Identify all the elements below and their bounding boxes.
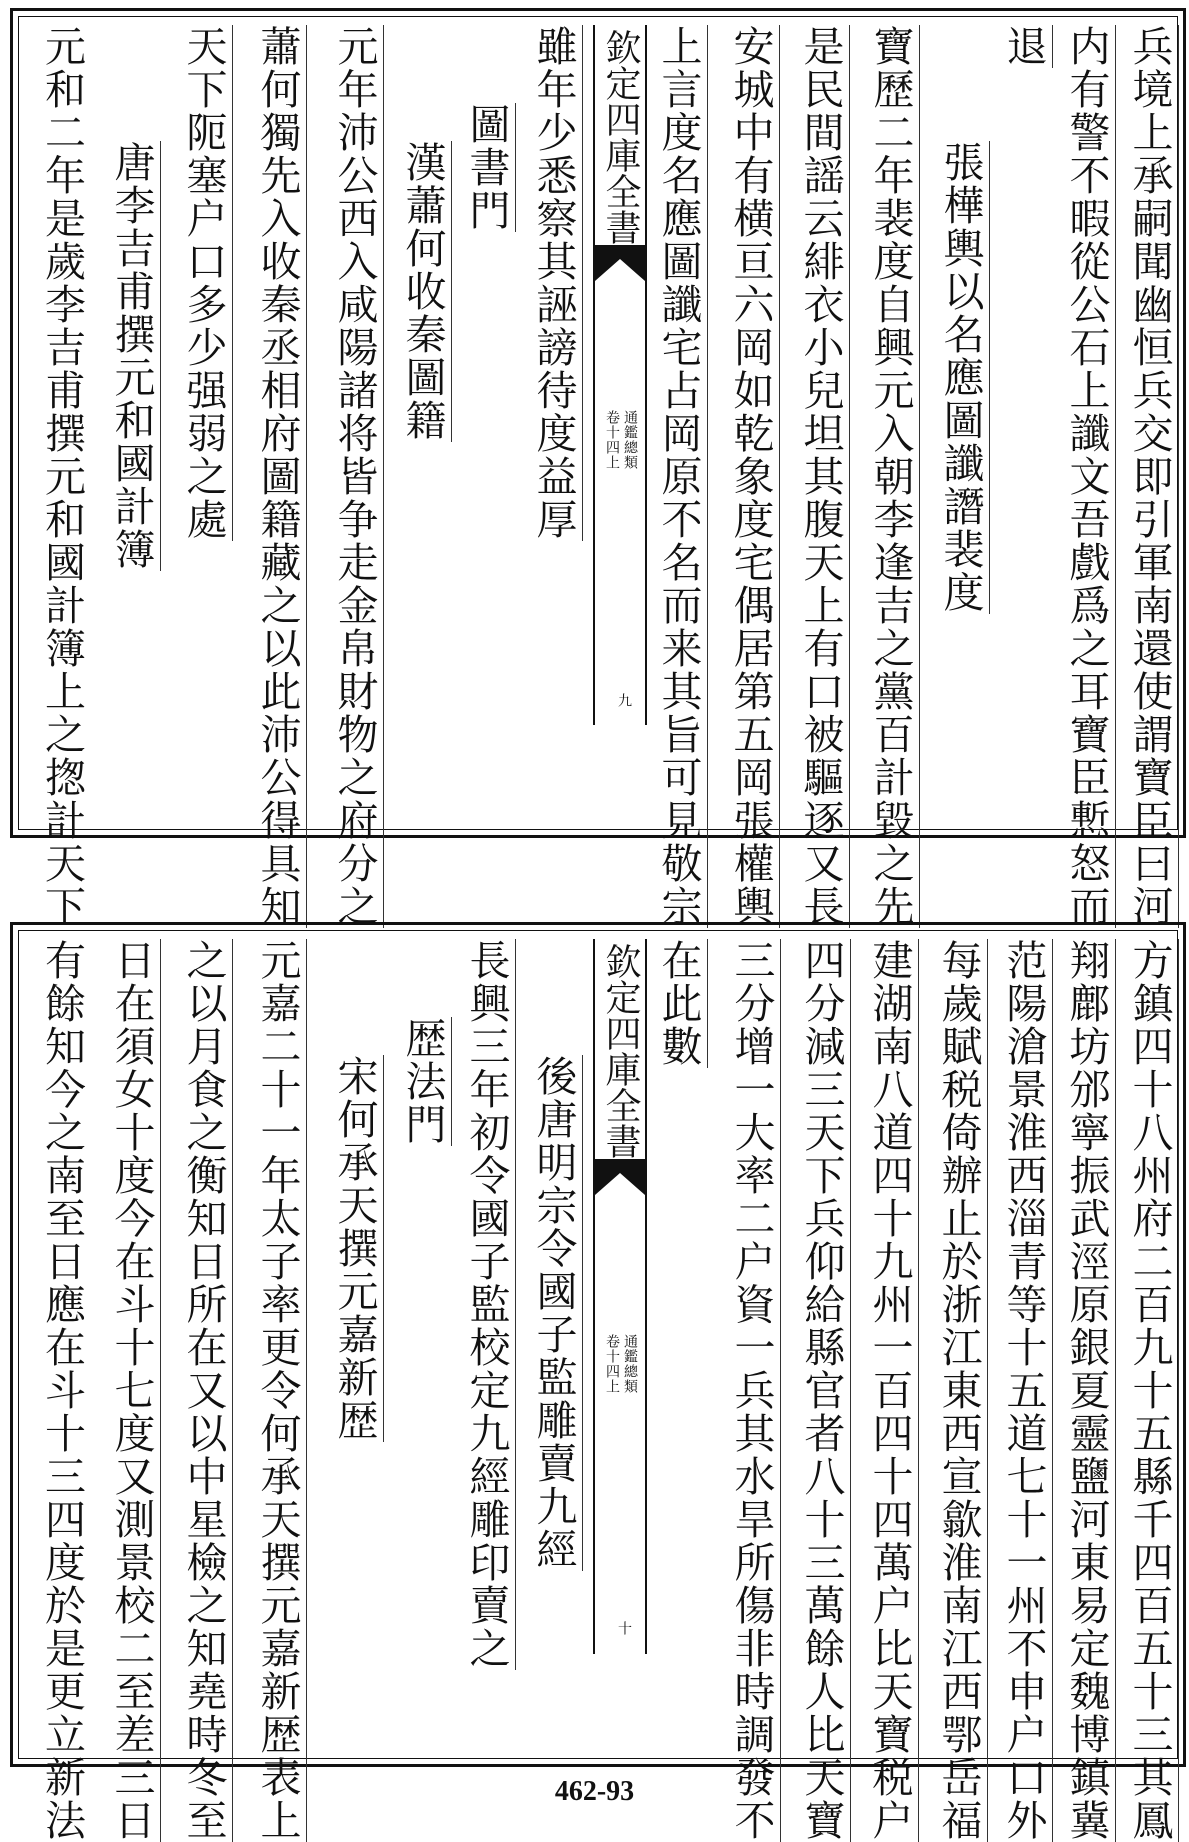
section-heading: [394, 1017, 452, 1146]
spine-page-number: 九: [616, 693, 632, 707]
column-text: 范陽滄景淮西淄青等十五道七十一州不申户口外: [999, 939, 1048, 1842]
column-text: 方鎮四十八州府二百九十五縣千四百五十三其鳳: [1125, 939, 1174, 1842]
column-text: 在此數: [654, 939, 703, 1068]
text-column: [862, 25, 920, 928]
column-text: 上言度名應圖讖宅占岡原不名而来其旨可見敬宗: [654, 25, 703, 928]
text-column: [861, 939, 919, 1842]
entry-heading: [932, 141, 990, 614]
spine-book-title: 通鑑總類: [622, 410, 638, 470]
column-text: 日在須女十度今在斗十七度又測景校二至差三日: [107, 939, 156, 1842]
text-column: [995, 939, 1053, 1842]
column-text: 唐李吉甫撰元和國計簿: [107, 141, 156, 571]
fishtail-mark-icon: [595, 245, 645, 285]
text-column: [930, 939, 988, 1842]
text-column: [1058, 25, 1116, 928]
section-heading: [458, 103, 516, 232]
column-text: 元和二年是歲李吉甫撰元和國計簿上之揔計天下: [38, 25, 86, 928]
text-column: [1058, 939, 1116, 1842]
column-text: 張樺輿以名應圖讖譖裴度: [936, 141, 985, 614]
text-column: [650, 25, 708, 928]
column-text: 寶歷二年裴度自興元入朝李逢吉之黨百計毀之先: [866, 25, 915, 928]
column-text: 漢蕭何收秦圖籍: [398, 141, 447, 442]
upper-page: [10, 8, 1186, 928]
text-column: [249, 939, 307, 1842]
text-column: [722, 25, 780, 928]
column-text: 退: [999, 25, 1048, 68]
column-text: 有餘知今之南至日應在斗十三四度於是更立新法: [38, 939, 86, 1842]
text-column: [1121, 939, 1179, 1842]
column-text: 長興三年初令國子監校定九經雕印賣之: [462, 939, 511, 1670]
column-text: 四分減三天下兵仰給縣官者八十三萬餘人比天寶: [797, 939, 846, 1842]
text-column: [175, 939, 233, 1842]
column-text: 蕭何獨先入收秦丞相府圖籍藏之以此沛公得具知: [253, 25, 302, 928]
spine-volume: 卷十四上: [604, 1334, 620, 1394]
column-text: 翔鄜坊邠寧振武涇原銀夏靈鹽河東易定魏博鎮冀: [1062, 939, 1111, 1842]
footer-page-number: 462-93: [554, 1776, 635, 1807]
text-column: [33, 25, 91, 928]
column-text: 後唐明宗令國子監雕賣九經: [529, 1055, 578, 1571]
column-text: 内有警不暇從公石上讖文吾戲爲之耳寶臣慙怒而: [1062, 25, 1111, 928]
column-text: 元嘉二十一年太子率更令何承天撰元嘉新歴表上: [253, 939, 302, 1842]
entry-heading: [103, 141, 161, 571]
entry-heading: [394, 141, 452, 442]
spine-volume: 卷十四上: [604, 410, 620, 470]
text-column: [525, 25, 583, 541]
text-column: [723, 939, 781, 1842]
fore-edge-spine: [593, 25, 647, 725]
text-column: [995, 25, 1053, 68]
spine-title: 欽定四庫全書: [600, 943, 641, 1159]
column-text: 圖書門: [462, 103, 511, 232]
column-text: 元年沛公西入咸陽諸将皆争走金帛財物之府分之: [330, 25, 379, 928]
column-text: 安城中有横亘六岡如乾象度宅偶居第五岡張權輿: [726, 25, 775, 928]
column-text: 兵境上承嗣聞幽恒兵交即引軍南還使謂寶臣曰河: [1125, 25, 1174, 928]
column-text: 是民間謡云緋衣小兒坦其腹天上有口被驅逐又長: [796, 25, 845, 928]
column-text: 宋何承天撰元嘉新歴: [330, 1055, 379, 1442]
spine-title: 欽定四庫全書: [600, 29, 641, 245]
fishtail-mark-icon: [595, 1159, 645, 1199]
text-column: [458, 939, 516, 1670]
entry-heading: [326, 1055, 384, 1442]
text-column: [249, 25, 307, 928]
text-column: [33, 939, 91, 1842]
column-text: 每歲賦税倚辦止於浙江東西宣歙淮南江西鄂岳福: [934, 939, 983, 1842]
entry-heading: [525, 1055, 583, 1571]
text-column: [1121, 25, 1179, 928]
column-text: 三分增一大率二户資一兵其水旱所傷非時調發不: [727, 939, 776, 1842]
fore-edge-spine: [593, 939, 647, 1654]
column-text: 建湖南八道四十九州一百四十四萬户比天寶税户: [865, 939, 914, 1842]
column-text: 天下阨塞户口多少强弱之處: [179, 25, 228, 541]
column-text: 之以月食之衡知日所在又以中星檢之知堯時冬至: [179, 939, 228, 1842]
text-column: [650, 939, 708, 1068]
spine-book-title: 通鑑總類: [622, 1334, 638, 1394]
column-text: 歴法門: [398, 1017, 447, 1146]
text-column: [103, 939, 161, 1842]
spine-page-number: 十: [616, 1621, 632, 1635]
text-column: [175, 25, 233, 541]
column-text: 雖年少悉察其誣謗待度益厚: [529, 25, 578, 541]
text-column: [792, 25, 850, 928]
text-column: [793, 939, 851, 1842]
text-column: [326, 25, 384, 928]
